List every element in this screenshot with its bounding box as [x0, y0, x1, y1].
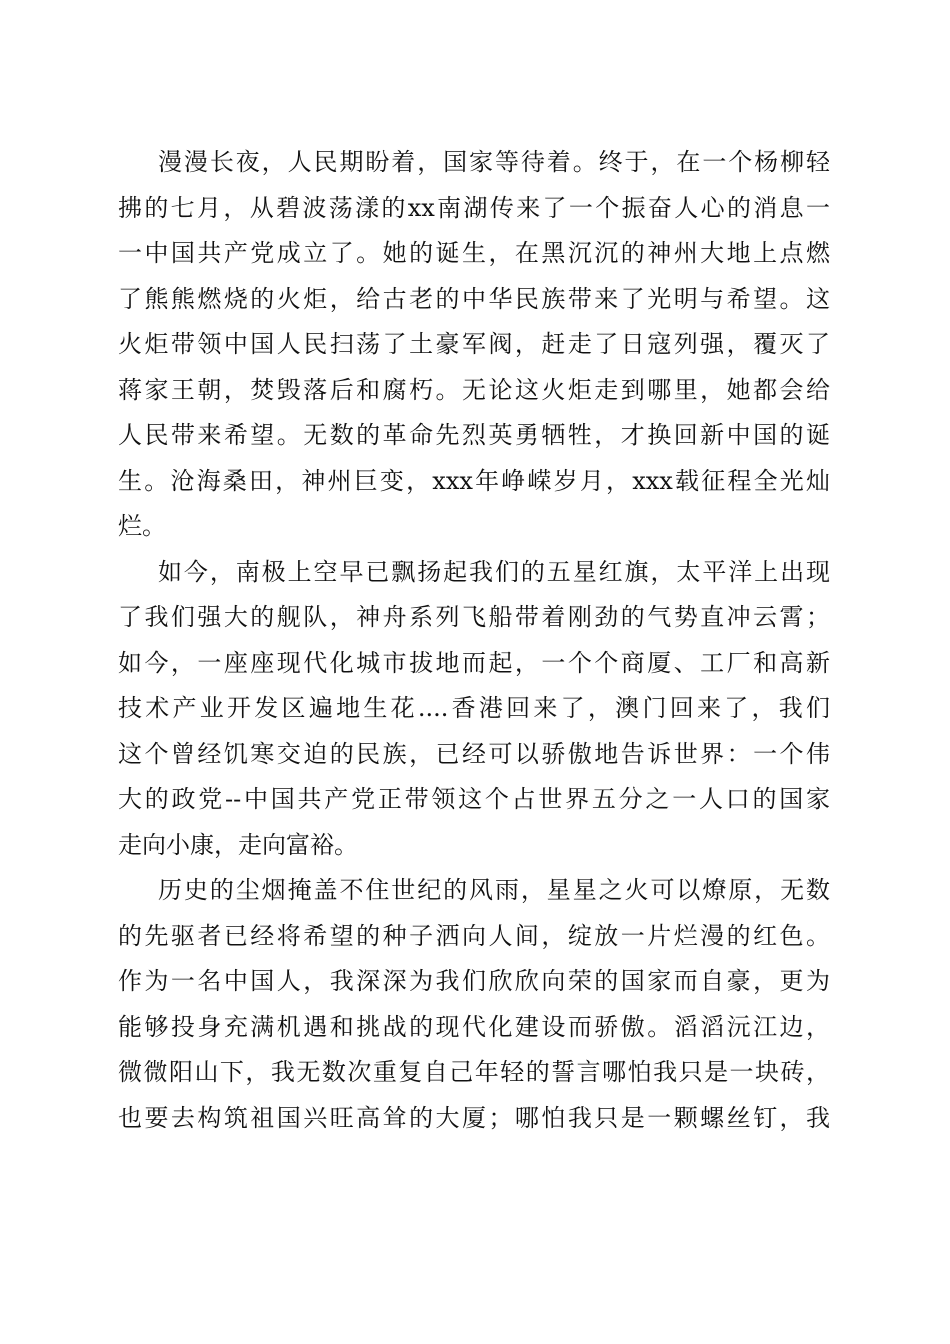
paragraph-3 — [118, 868, 830, 1141]
text-line: 作为一名中国人，我深深为我们欣欣向荣的国家而自豪，更为 — [118, 967, 830, 995]
text-line: 技术产业开发区遍地生花....香港回来了，澳门回来了，我们 — [118, 694, 830, 722]
text-line: 漫漫长夜，人民期盼着，国家等待着。终于，在一个杨柳轻 — [158, 148, 830, 176]
text-line: 拂的七月，从碧波荡漾的xx南湖传来了一个振奋人心的消息一 — [118, 193, 830, 222]
paragraph-1 — [118, 140, 830, 550]
text-line: 蒋家王朝，焚毁落后和腐朽。无论这火炬走到哪里，她都会给 — [118, 375, 830, 404]
text-line: 大的政党--中国共产党正带领这个占世界五分之一人口的国家 — [118, 785, 830, 813]
text-line: 如今，南极上空早已飘扬起我们的五星红旗，太平洋上出现 — [158, 557, 830, 586]
text-line: 了我们强大的舰队，神舟系列飞船带着刚劲的气势直冲云霄； — [118, 603, 830, 631]
text-line: 生。沧海桑田，神州巨变，xxx年峥嵘岁月，xxx载征程全光灿 — [118, 466, 830, 495]
text-line: 如今，一座座现代化城市拔地而起，一个个商厦、工厂和高新 — [118, 648, 830, 677]
text-line: 火炬带领中国人民扫荡了土豪军阀，赶走了日寇列强，覆灭了 — [118, 330, 830, 358]
paragraph-2 — [118, 550, 830, 869]
text-line: 微微阳山下，我无数次重复自己年轻的誓言哪怕我只是一块砖， — [118, 1058, 830, 1086]
text-line: 走向小康，走向富裕。 — [118, 830, 358, 859]
text-line: 一中国共产党成立了。她的诞生，在黑沉沉的神州大地上点燃 — [118, 239, 830, 267]
document-body — [118, 140, 830, 1141]
text-line: 这个曾经饥寒交迫的民族，已经可以骄傲地告诉世界：一个伟 — [118, 739, 830, 768]
text-line: 能够投身充满机遇和挑战的现代化建设而骄傲。滔滔沅江边， — [118, 1012, 830, 1041]
text-line: 的先驱者已经将希望的种子洒向人间，绽放一片烂漫的红色。 — [118, 921, 830, 950]
text-line: 人民带来希望。无数的革命先烈英勇牺牲，才换回新中国的诞 — [118, 421, 830, 449]
text-line: 了熊熊燃烧的火炬，给古老的中华民族带来了光明与希望。这 — [118, 284, 830, 313]
text-line: 烂。 — [118, 512, 166, 540]
text-line: 历史的尘烟掩盖不住世纪的风雨，星星之火可以燎原，无数 — [158, 876, 830, 904]
text-line: 也要去构筑祖国兴旺高耸的大厦；哪怕我只是一颗螺丝钉，我 — [118, 1103, 830, 1132]
